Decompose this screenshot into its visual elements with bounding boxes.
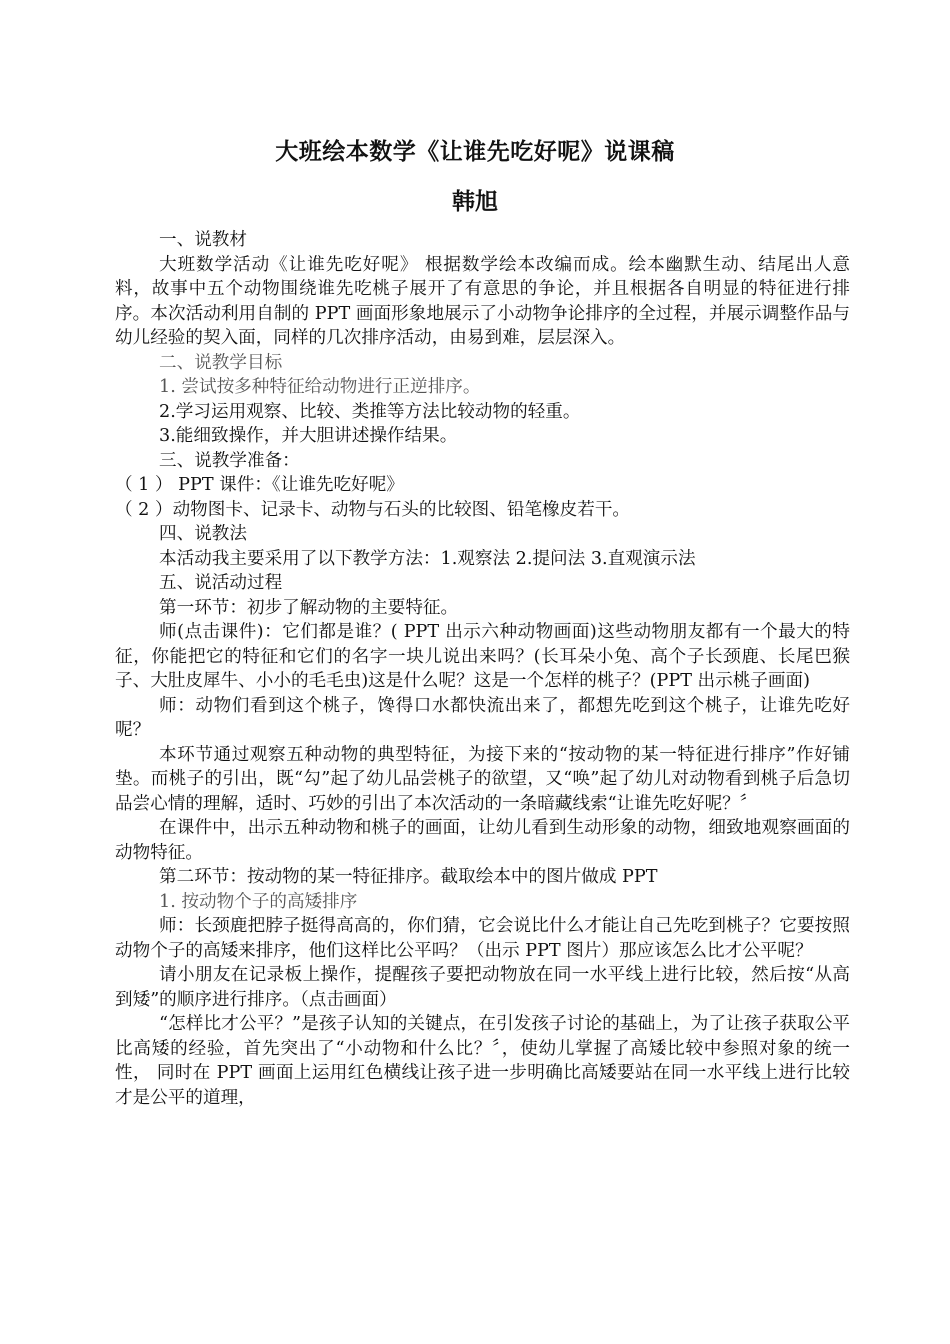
height-sorting-heading: 1. 按动物个子的高矮排序 [159, 891, 358, 912]
process-step-2-heading: 第二环节：按动物的某一特征排序。截取绘本中的图片做成 PPT [159, 867, 658, 887]
paragraph-methods: 本活动我主要采用了以下教学方法：1.观察法 2.提问法 3.直观演示法 [159, 548, 696, 569]
goal-item-3: 3.能细致操作，并大胆讲述操作结果。 [159, 426, 458, 446]
section-heading-goals: 二、说教学目标 [159, 352, 283, 373]
paragraph-giraffe: 师：长颈鹿把脖子挺得高高的，你们猜，它会说比什么才能让自己先吃到桃子？它要按照动物个子的高矮来排序，他们这样比公平吗？（出示 PPT 图片）那应该怎么比才公平呢？ [115, 916, 850, 961]
paragraph-recording-board: 请小朋友在记录板上操作，提醒孩子要把动物放在同一水平线上进行比较，然后按“从高到矮”的顺序进行排序。（点击画面） [115, 965, 850, 1010]
preparation-item-2: （ 2 ）动物图卡、记录卡、动物与石头的比较图、铅笔橡皮若干。 [115, 499, 631, 520]
preparation-item-1: （ 1 ） PPT 课件：《让谁先吃好呢》 [115, 475, 404, 495]
paragraph-step-1-analysis: 本环节通过观察五种动物的典型特征，为接下来的“按动物的某一特征进行排序”作好铺垫。而桃子的引出，既“勾”起了幼儿品尝桃子的欲望，又“唤”起了幼儿对动物看到桃子后急切品尝心情的理解，适时、巧妙的引出了本次活动的一条暗藏线索“让谁先吃好呢？〞 [115, 744, 850, 814]
section-heading-preparation: 三、说教学准备： [159, 450, 300, 471]
paragraph-courseware: 在课件中，出示五种动物和桃子的画面，让幼儿看到生动形象的动物，细致地观察画面的动物特征。 [115, 818, 850, 863]
section-heading-process: 五、说活动过程 [159, 573, 283, 593]
document-body [115, 228, 850, 1110]
goal-item-1: 1. 尝试按多种特征给动物进行正逆排序。 [159, 377, 481, 397]
section-heading-methods: 四、说教法 [159, 524, 247, 544]
process-step-1-heading: 第一环节：初步了解动物的主要特征。 [159, 597, 459, 618]
document-title: 大班绘本数学《让谁先吃好呢》说课稿 [275, 138, 675, 165]
section-heading-material: 一、说教材 [159, 230, 247, 250]
paragraph-teacher-question: 师(点击课件)：它们都是谁？( PPT 出示六种动物画面)这些动物朋友都有一个最大的特征，你能把它的特征和它们的名字一块儿说出来吗？(长耳朵小兔、高个子长颈鹿、长尾巴猴子、大肚皮犀牛、小小的毛毛虫)这是什么呢？这是一个怎样的桃子？(PPT 出示桃子画面) [115, 622, 850, 691]
paragraph-teacher-peach: 师：动物们看到这个桃子，馋得口水都快流出来了，都想先吃到这个桃子，让谁先吃好呢？ [115, 695, 850, 740]
paragraph-fairness: “怎样比才公平？”是孩子认知的关键点，在引发孩子讨论的基础上，为了让孩子获取公平比高矮的经验，首先突出了“小动物和什么比？〞，使幼儿掌握了高矮比较中参照对象的统一性， 同时在 PPT 画面上运用红色横线让孩子进一步明确比高矮要站在同一水平线上进行比较才是公平的道理， [115, 1014, 850, 1108]
paragraph-material: 大班数学活动《让谁先吃好呢》 根据数学绘本改编而成。绘本幽默生动、结尾出人意料，故事中五个动物围绕谁先吃桃子展开了有意思的争论，并且根据各自明显的特征进行排序。本次活动利用自制的 PPT 画面形象地展示了小动物争论排序的全过程，并展示调整作品与幼儿经验的契入面，同样的几次排序活动，由易到难，层层深入。 [115, 254, 850, 348]
document-author: 韩旭 [452, 188, 498, 215]
goal-item-2: 2.学习运用观察、比较、类推等方法比较动物的轻重。 [159, 401, 581, 422]
